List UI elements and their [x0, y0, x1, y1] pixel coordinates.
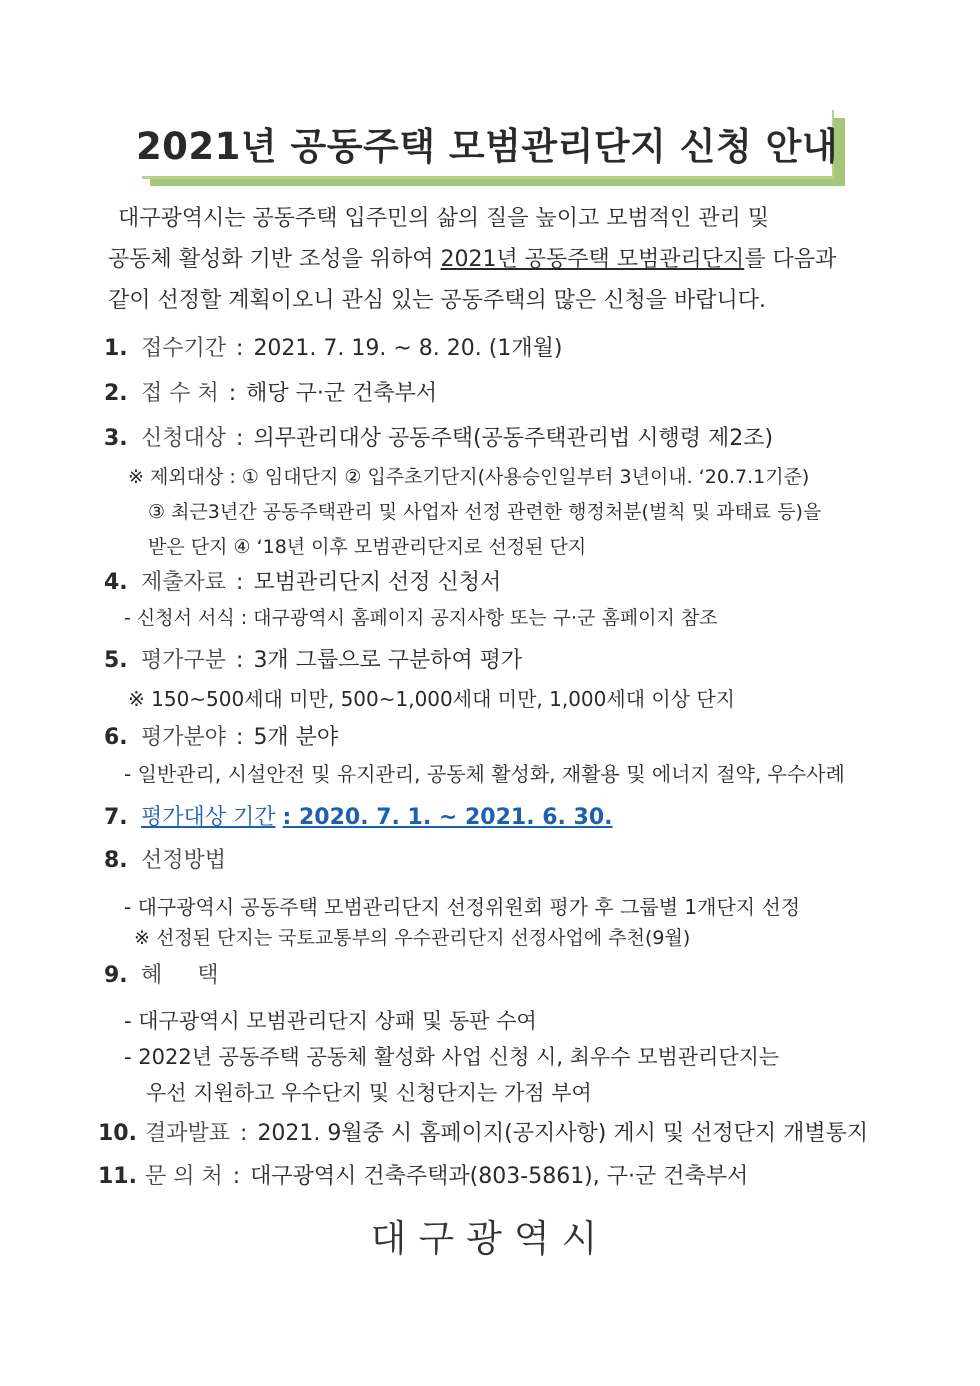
section-value: 의무관리대상 공동주택(공동주택관리법 시행령 제2조)	[253, 426, 774, 451]
intro-line-3: 같이 선정할 계획이오니 관심 있는 공동주택의 많은 신청을 바랍니다.	[108, 288, 766, 313]
section-number: 8.	[104, 848, 128, 873]
section-label: 평가대상 기간	[141, 805, 276, 830]
section-value: 3개 그룹으로 구분하여 평가	[253, 648, 523, 673]
section-number: 6.	[104, 725, 128, 750]
section-label: 문 의 처	[145, 1164, 223, 1189]
section-label: 평가구분	[141, 648, 227, 673]
section-number: 2.	[104, 381, 128, 406]
section-number: 1.	[104, 336, 128, 361]
section-2: 2. 접 수 처 : 해당 구·군 건축부서	[104, 376, 437, 407]
section-value: 2021. 9월중 시 홈페이지(공지사항) 게시 및 선정단지 개별통지	[257, 1121, 869, 1146]
section-3-note-3: 받은 단지 ④ ‘18년 이후 모범관리단지로 선정된 단지	[148, 536, 587, 558]
section-4: 4. 제출자료 : 모범관리단지 선정 신청서	[104, 565, 501, 596]
page-title: 2021년 공동주택 모범관리단지 신청 안내	[135, 125, 839, 168]
title-banner	[135, 110, 847, 188]
section-number: 10.	[98, 1121, 137, 1146]
section-label: 신청대상	[141, 426, 227, 451]
section-9-note-1: - 대구광역시 모범관리단지 상패 및 동판 수여	[124, 1009, 537, 1033]
section-5: 5. 평가구분 : 3개 그룹으로 구분하여 평가	[104, 643, 522, 674]
section-value: : 2020. 7. 1. ~ 2021. 6. 30.	[282, 805, 613, 830]
section-8-note-1: - 대구광역시 공동주택 모범관리단지 선정위원회 평가 후 그룹별 1개단지 선정	[124, 895, 801, 919]
title-box	[135, 110, 839, 179]
section-3: 3. 신청대상 : 의무관리대상 공동주택(공동주택관리법 시행령 제2조)	[104, 421, 773, 452]
section-label: 제출자료	[141, 570, 227, 595]
intro-line-1: 대구광역시는 공동주택 입주민의 삶의 질을 높이고 모범적인 관리 및	[118, 206, 770, 231]
section-label: 접 수 처	[141, 381, 219, 406]
section-number: 3.	[104, 426, 128, 451]
section-8-note-2: ※ 선정된 단지는 국토교통부의 우수관리단지 선정사업에 추천(9월)	[134, 927, 691, 949]
section-3-note-1: ※ 제외대상 : ① 임대단지 ② 입주초기단지(사용승인일부터 3년이내. ‘20.7.1기준)	[128, 466, 810, 488]
section-number: 7.	[104, 805, 128, 830]
section-value: 해당 구·군 건축부서	[246, 381, 438, 406]
section-7	[104, 800, 613, 831]
section-label: 평가분야	[141, 725, 227, 750]
section-value: 5개 분야	[253, 725, 339, 750]
section-3-note-2: ③ 최근3년간 공동주택관리 및 사업자 선정 관련한 행정처분(벌칙 및 과태료 등)을	[148, 501, 822, 523]
section-9-note-3: 우선 지원하고 우수단지 및 신청단지는 가점 부여	[146, 1081, 592, 1105]
intro-line-2-underline: 2021년 공동주택 모범관리단지	[440, 247, 745, 272]
section-6-note-1: - 일반관리, 시설안전 및 유지관리, 공동체 활성화, 재활용 및 에너지 절약, 우수사례	[124, 762, 845, 786]
section-label: 혜 택	[141, 963, 219, 988]
section-label: 선정방법	[141, 848, 227, 873]
intro-line-2-post: 를 다음과	[744, 247, 837, 272]
section-9-note-2: - 2022년 공동주택 공동체 활성화 사업 신청 시, 최우수 모범관리단지는	[124, 1045, 780, 1069]
section-number: 9.	[104, 963, 128, 988]
issuer-footer: 대구광역시	[370, 1217, 610, 1260]
section-number: 11.	[98, 1164, 137, 1189]
section-4-note-1: - 신청서 서식 : 대구광역시 홈페이지 공지사항 또는 구·군 홈페이지 참조	[124, 607, 718, 629]
section-value: 대구광역시 건축주택과(803-5861), 구·군 건축부서	[250, 1164, 749, 1189]
intro-line-2-pre: 공동체 활성화 기반 조성을 위하여	[108, 247, 441, 272]
section-value: 2021. 7. 19. ~ 8. 20. (1개월)	[253, 336, 563, 361]
section-10: 10. 결과발표 : 2021. 9월중 시 홈페이지(공지사항) 게시 및 선정단지 개별통지	[98, 1116, 868, 1147]
section-9	[104, 958, 218, 989]
intro-paragraph	[108, 198, 888, 321]
section-6: 6. 평가분야 : 5개 분야	[104, 720, 338, 751]
intro-line-2	[108, 239, 888, 280]
section-11: 11. 문 의 처 : 대구광역시 건축주택과(803-5861), 구·군 건축부서	[98, 1159, 748, 1190]
section-label: 결과발표	[145, 1121, 231, 1146]
section-value: 모범관리단지 선정 신청서	[253, 570, 502, 595]
section-number: 5.	[104, 648, 128, 673]
section-1: 1. 접수기간 : 2021. 7. 19. ~ 8. 20. (1개월)	[104, 331, 562, 362]
section-5-note-1: ※ 150~500세대 미만, 500~1,000세대 미만, 1,000세대 이상 단지	[128, 687, 736, 711]
section-label: 접수기간	[141, 336, 227, 361]
section-8	[104, 843, 226, 874]
section-number: 4.	[104, 570, 128, 595]
